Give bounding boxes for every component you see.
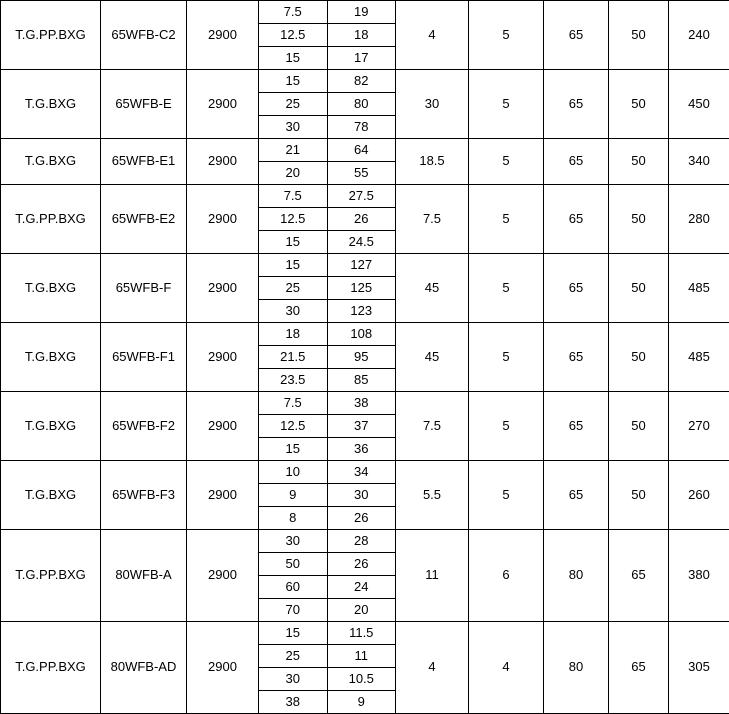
cell-pump-type: 65WFB-F <box>101 254 187 323</box>
cell-head: 108 <box>327 323 395 346</box>
cell-pump-type: 65WFB-C2 <box>101 1 187 70</box>
cell-flow-head-group <box>259 254 396 323</box>
flow-head-row <box>259 323 395 346</box>
cell-weight: 340 <box>669 139 729 185</box>
cell-flow-head-group <box>259 70 396 139</box>
flow-head-row <box>259 461 395 484</box>
cell-col-b: 65 <box>544 323 609 392</box>
table-row <box>1 139 729 185</box>
cell-model-series: T.G.BXG <box>1 323 101 392</box>
cell-weight: 270 <box>669 392 729 461</box>
cell-col-c: 65 <box>609 530 669 622</box>
cell-head: 28 <box>327 530 395 553</box>
cell-head: 26 <box>327 507 395 530</box>
cell-flow: 15 <box>259 231 327 254</box>
cell-head: 125 <box>327 277 395 300</box>
cell-pump-type: 80WFB-AD <box>101 622 187 714</box>
cell-flow-head-group <box>259 1 396 70</box>
flow-head-row <box>259 300 395 323</box>
cell-head: 19 <box>327 1 395 24</box>
cell-head: 20 <box>327 599 395 622</box>
cell-flow: 15 <box>259 438 327 461</box>
flow-head-row <box>259 668 395 691</box>
cell-power: 45 <box>396 323 469 392</box>
table-row <box>1 254 729 323</box>
cell-col-c: 50 <box>609 139 669 185</box>
cell-flow: 30 <box>259 530 327 553</box>
flow-head-row <box>259 484 395 507</box>
cell-col-b: 65 <box>544 461 609 530</box>
cell-head: 38 <box>327 392 395 415</box>
cell-flow-head-group <box>259 392 396 461</box>
cell-power: 30 <box>396 70 469 139</box>
flow-head-row <box>259 622 395 645</box>
cell-speed: 2900 <box>187 392 259 461</box>
cell-weight: 485 <box>669 323 729 392</box>
cell-flow: 12.5 <box>259 415 327 438</box>
cell-pump-type: 65WFB-E1 <box>101 139 187 185</box>
cell-flow-head-group <box>259 139 396 185</box>
cell-col-a: 5 <box>469 461 544 530</box>
cell-col-b: 65 <box>544 254 609 323</box>
cell-model-series: T.G.PP.BXG <box>1 185 101 254</box>
table-row <box>1 392 729 461</box>
table-row <box>1 323 729 392</box>
cell-flow: 7.5 <box>259 1 327 24</box>
cell-flow: 15 <box>259 47 327 70</box>
cell-speed: 2900 <box>187 254 259 323</box>
cell-flow: 7.5 <box>259 185 327 208</box>
cell-head: 82 <box>327 70 395 93</box>
cell-flow: 25 <box>259 93 327 116</box>
cell-speed: 2900 <box>187 70 259 139</box>
cell-flow: 15 <box>259 70 327 93</box>
cell-head: 24 <box>327 576 395 599</box>
cell-power: 45 <box>396 254 469 323</box>
flow-head-row <box>259 1 395 24</box>
cell-flow: 12.5 <box>259 208 327 231</box>
flow-head-row <box>259 438 395 461</box>
cell-weight: 260 <box>669 461 729 530</box>
cell-flow: 15 <box>259 622 327 645</box>
flow-head-row <box>259 254 395 277</box>
cell-head: 127 <box>327 254 395 277</box>
cell-speed: 2900 <box>187 622 259 714</box>
flow-head-row <box>259 116 395 139</box>
cell-head: 10.5 <box>327 668 395 691</box>
cell-flow-head-group <box>259 461 396 530</box>
cell-flow: 30 <box>259 300 327 323</box>
cell-col-c: 50 <box>609 461 669 530</box>
cell-col-a: 5 <box>469 254 544 323</box>
cell-col-a: 4 <box>469 622 544 714</box>
table-body <box>1 1 729 714</box>
cell-speed: 2900 <box>187 461 259 530</box>
cell-flow-head-group <box>259 323 396 392</box>
cell-speed: 2900 <box>187 185 259 254</box>
flow-head-row <box>259 47 395 70</box>
cell-flow: 70 <box>259 599 327 622</box>
cell-col-a: 5 <box>469 185 544 254</box>
flow-head-row <box>259 576 395 599</box>
cell-flow: 21.5 <box>259 346 327 369</box>
flow-head-row <box>259 231 395 254</box>
cell-head: 55 <box>327 162 395 185</box>
flow-head-row <box>259 93 395 116</box>
cell-head: 24.5 <box>327 231 395 254</box>
cell-power: 7.5 <box>396 185 469 254</box>
cell-power: 18.5 <box>396 139 469 185</box>
flow-head-row <box>259 185 395 208</box>
cell-model-series: T.G.BXG <box>1 139 101 185</box>
cell-head: 78 <box>327 116 395 139</box>
cell-flow: 20 <box>259 162 327 185</box>
cell-head: 17 <box>327 47 395 70</box>
cell-speed: 2900 <box>187 1 259 70</box>
cell-flow: 25 <box>259 645 327 668</box>
cell-flow: 60 <box>259 576 327 599</box>
cell-pump-type: 65WFB-E2 <box>101 185 187 254</box>
cell-flow: 50 <box>259 553 327 576</box>
cell-speed: 2900 <box>187 139 259 185</box>
cell-head: 95 <box>327 346 395 369</box>
cell-power: 4 <box>396 622 469 714</box>
cell-pump-type: 65WFB-F3 <box>101 461 187 530</box>
cell-weight: 485 <box>669 254 729 323</box>
cell-pump-type: 65WFB-E <box>101 70 187 139</box>
flow-head-row <box>259 599 395 622</box>
flow-head-row <box>259 392 395 415</box>
cell-power: 11 <box>396 530 469 622</box>
flow-head-row <box>259 346 395 369</box>
flow-head-row <box>259 691 395 714</box>
cell-flow: 8 <box>259 507 327 530</box>
cell-col-c: 50 <box>609 392 669 461</box>
cell-flow: 30 <box>259 116 327 139</box>
flow-head-row <box>259 369 395 392</box>
cell-head: 26 <box>327 553 395 576</box>
cell-col-c: 50 <box>609 185 669 254</box>
cell-speed: 2900 <box>187 323 259 392</box>
cell-col-b: 80 <box>544 530 609 622</box>
cell-model-series: T.G.BXG <box>1 461 101 530</box>
table-row <box>1 622 729 714</box>
cell-flow-head-group <box>259 185 396 254</box>
cell-model-series: T.G.PP.BXG <box>1 1 101 70</box>
cell-head: 9 <box>327 691 395 714</box>
cell-head: 123 <box>327 300 395 323</box>
cell-col-c: 50 <box>609 70 669 139</box>
cell-col-c: 50 <box>609 323 669 392</box>
flow-head-row <box>259 70 395 93</box>
flow-head-row <box>259 530 395 553</box>
cell-weight: 240 <box>669 1 729 70</box>
cell-weight: 280 <box>669 185 729 254</box>
flow-head-row <box>259 277 395 300</box>
cell-head: 37 <box>327 415 395 438</box>
cell-weight: 450 <box>669 70 729 139</box>
cell-flow: 7.5 <box>259 392 327 415</box>
cell-flow: 25 <box>259 277 327 300</box>
flow-head-row <box>259 645 395 668</box>
cell-flow: 18 <box>259 323 327 346</box>
cell-weight: 380 <box>669 530 729 622</box>
cell-model-series: T.G.BXG <box>1 70 101 139</box>
cell-col-a: 5 <box>469 1 544 70</box>
cell-power: 5.5 <box>396 461 469 530</box>
cell-head: 30 <box>327 484 395 507</box>
cell-flow: 9 <box>259 484 327 507</box>
cell-head: 36 <box>327 438 395 461</box>
flow-head-row <box>259 553 395 576</box>
cell-flow: 10 <box>259 461 327 484</box>
cell-col-b: 65 <box>544 185 609 254</box>
cell-head: 27.5 <box>327 185 395 208</box>
cell-flow: 23.5 <box>259 369 327 392</box>
table-row <box>1 70 729 139</box>
cell-weight: 305 <box>669 622 729 714</box>
table-row <box>1 1 729 70</box>
cell-flow: 30 <box>259 668 327 691</box>
flow-head-row <box>259 162 395 185</box>
cell-col-c: 50 <box>609 254 669 323</box>
cell-flow-head-group <box>259 622 396 714</box>
flow-head-row <box>259 507 395 530</box>
cell-model-series: T.G.PP.BXG <box>1 622 101 714</box>
cell-speed: 2900 <box>187 530 259 622</box>
cell-model-series: T.G.PP.BXG <box>1 530 101 622</box>
cell-model-series: T.G.BXG <box>1 392 101 461</box>
cell-col-b: 65 <box>544 1 609 70</box>
cell-col-b: 65 <box>544 392 609 461</box>
cell-pump-type: 65WFB-F1 <box>101 323 187 392</box>
cell-col-b: 65 <box>544 139 609 185</box>
cell-head: 64 <box>327 139 395 162</box>
cell-model-series: T.G.BXG <box>1 254 101 323</box>
table-row <box>1 530 729 622</box>
cell-head: 18 <box>327 24 395 47</box>
cell-pump-type: 65WFB-F2 <box>101 392 187 461</box>
cell-col-b: 65 <box>544 70 609 139</box>
cell-col-a: 5 <box>469 323 544 392</box>
cell-head: 11.5 <box>327 622 395 645</box>
cell-head: 80 <box>327 93 395 116</box>
cell-power: 4 <box>396 1 469 70</box>
cell-col-b: 80 <box>544 622 609 714</box>
cell-col-a: 5 <box>469 139 544 185</box>
flow-head-row <box>259 139 395 162</box>
cell-pump-type: 80WFB-A <box>101 530 187 622</box>
flow-head-row <box>259 208 395 231</box>
cell-col-c: 50 <box>609 1 669 70</box>
cell-power: 7.5 <box>396 392 469 461</box>
cell-head: 34 <box>327 461 395 484</box>
cell-flow-head-group <box>259 530 396 622</box>
cell-flow: 15 <box>259 254 327 277</box>
cell-col-a: 6 <box>469 530 544 622</box>
cell-flow: 21 <box>259 139 327 162</box>
flow-head-row <box>259 415 395 438</box>
cell-head: 85 <box>327 369 395 392</box>
cell-flow: 12.5 <box>259 24 327 47</box>
table-row <box>1 185 729 254</box>
cell-flow: 38 <box>259 691 327 714</box>
flow-head-row <box>259 24 395 47</box>
cell-col-a: 5 <box>469 392 544 461</box>
cell-head: 26 <box>327 208 395 231</box>
cell-col-c: 65 <box>609 622 669 714</box>
cell-head: 11 <box>327 645 395 668</box>
table-row <box>1 461 729 530</box>
cell-col-a: 5 <box>469 70 544 139</box>
